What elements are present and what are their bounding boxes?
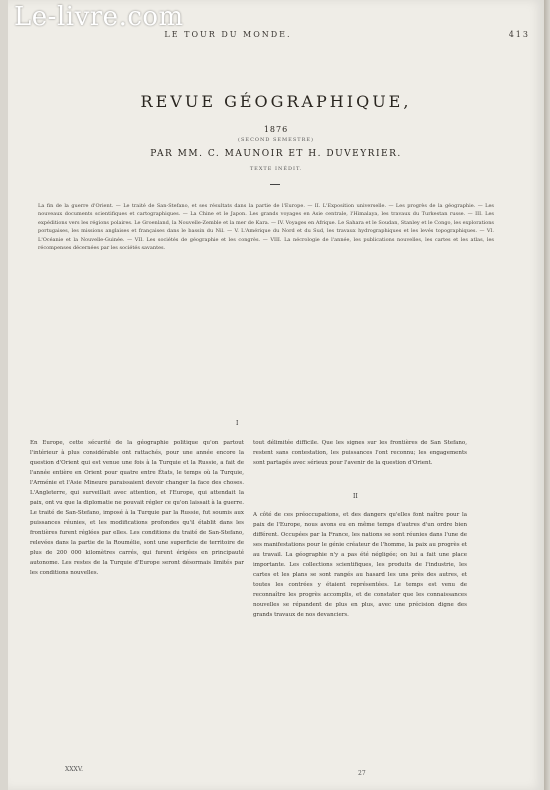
divider xyxy=(270,184,280,185)
watermark-logo: Le-livre.com xyxy=(14,2,184,32)
summary-paragraph: La fin de la guerre d'Orient. — Le traité de San-Stefano, et ses résultats dans la partie de l'Europe. — II. L'Exposition universelle. — Les progrès de la géographie. — Les nouveaux documents scientifiques et cartographiques. — La Chine et le Japon. Les grands voyages en Asie centrale, l'Himalaya, les travaux du Turkestan russe. — III. Les expéditions vers les régions polaires. Le Groenland, la Nouvelle-Zemble et la mer de Kara. — IV. Voyages en Afrique. Le Sahara et le Soudan, Stanley et le Congo, les explorations portugaises, les missions anglaises et françaises dans le bassin du Nil. — V. L'Amérique du Nord et du Sud, les travaux hydrographiques et les levés topographiques. — VI. L'Océanie et la Nouvelle-Guinée. — VII. Les sociétés de géographie et les congrès. — VIII. La nécrologie de l'année, les publications nouvelles, les cartes et les atlas, les récompenses décernées par les sociétés savantes. xyxy=(38,203,494,252)
article-semester: (SECOND SEMESTRE) xyxy=(238,137,314,143)
body-column-right-top: tout délimitée difficile. Que les signes sur les frontières de San Stefano, restent sans contestation, les puissances l'ont reconnu; les engagements sont partagés avec sérieux pour l'avenir de la question d'Orient. xyxy=(253,440,467,466)
article-title: REVUE GÉOGRAPHIQUE, xyxy=(140,92,412,111)
folio: XXXV. xyxy=(65,766,84,773)
page-number: 413 xyxy=(508,30,530,39)
article-byline: PAR MM. C. MAUNOIR ET H. DUVEYRIER. xyxy=(150,149,402,159)
section-number-two: II xyxy=(353,493,358,500)
section-number-one: I xyxy=(236,420,239,427)
body-column-right-bottom: A côté de ces préoccupations, et des dangers qu'elles font naître pour la paix de l'Europe, nous avons eu en même temps d'autres d'un ordre bien différent. Occupées par la France, les nations se sont réunies dans l'une de ses manifestations pour le génie créateur de l'homme, la paix au progrès et au travail. La géographie n'y a pas été négligée; on lui a fait une place importante. Les collections scientifiques, les produits de l'industrie, les cartes et les plans se sont rangés au hasard les uns près des autres, et toutes les contrées y étaient représentées. Le temps est venu de reconnaître les progrès accomplis, et de constater que les connaissances nouvelles se répandent de plus en plus, avec une précision digne des grands travaux de nos devanciers. xyxy=(253,512,467,618)
signature-mark: 27 xyxy=(358,770,366,777)
running-header xyxy=(8,30,544,46)
body-column-left: En Europe, cette sécurité de la géographie politique qu'on partout l'intérieur à plus considérable ont rattachés, pour une année encore la question d'Orient qui est venue une fois à la Turquie et la Russie, a fait de l'année entière en Orient pour quatre entre États, le temps où la Turquie, l'Arménie et l'Asie Mineure paraissaient devoir changer la face des choses. L'Angleterre, qui surveillait avec attention, et l'Europe, qui attendait la paix, ont vu que la diplomatie ne pouvait régler ce qu'on laissait à la guerre. Le traité de San-Stefano, imposé à la Turquie par la Russie, fut soumis aux puissances réunies, et les modifications profondes qu'il établit dans les frontières furent réglées par elles. Les conditions du traité de San-Stefano, relevées dans la partie de la Roumélie, sont une superficie de territoire de plus de 200 000 kilomètres carrés, qui furent érigées en principauté autonome. Les restes de la Turquie d'Europe seront désormais limités par les conditions nouvelles. xyxy=(30,440,244,576)
document-page xyxy=(8,0,544,790)
article-year: 1876 xyxy=(263,125,289,134)
text-label: TEXTE INÉDIT. xyxy=(249,166,303,172)
page-gutter xyxy=(544,0,550,790)
running-title: LE TOUR DU MONDE. xyxy=(164,30,292,39)
